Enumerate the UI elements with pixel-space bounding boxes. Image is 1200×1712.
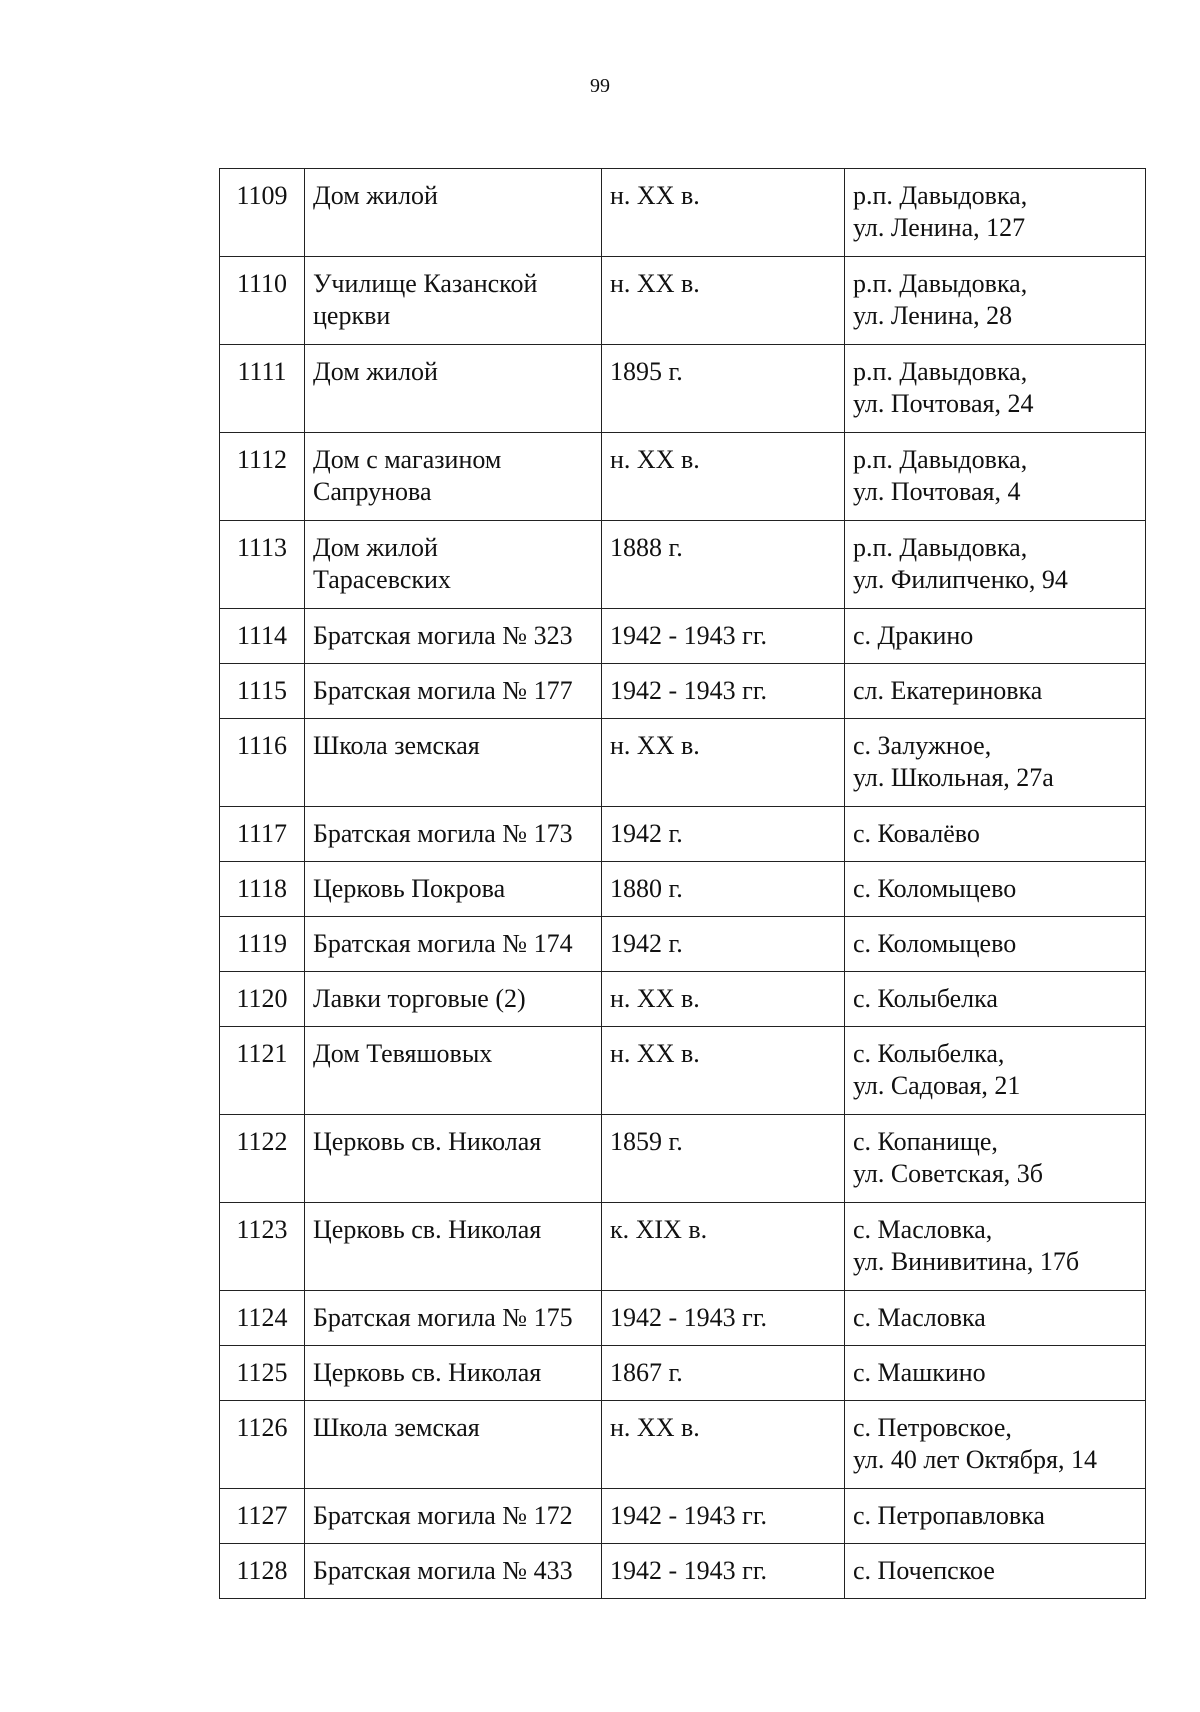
- row-number: 1122: [220, 1115, 305, 1203]
- object-date: н. XX в.: [602, 169, 845, 257]
- object-date: н. XX в.: [602, 1401, 845, 1489]
- object-date: н. XX в.: [602, 433, 845, 521]
- object-date: 1942 г.: [602, 807, 845, 862]
- row-number: 1128: [220, 1544, 305, 1599]
- table-row: [220, 1203, 1146, 1291]
- row-number: 1120: [220, 972, 305, 1027]
- row-number: 1121: [220, 1027, 305, 1115]
- row-number: 1118: [220, 862, 305, 917]
- table-row: [220, 719, 1146, 807]
- object-name: Дом жилой Тарасевских: [305, 521, 602, 609]
- table-row: [220, 1115, 1146, 1203]
- row-number: 1109: [220, 169, 305, 257]
- table-row: [220, 917, 1146, 972]
- object-address: с. Дракино: [845, 609, 1146, 664]
- object-address: р.п. Давыдовка, ул. Почтовая, 24: [845, 345, 1146, 433]
- object-date: 1942 - 1943 гг.: [602, 1291, 845, 1346]
- row-number: 1114: [220, 609, 305, 664]
- object-address: с. Колыбелка, ул. Садовая, 21: [845, 1027, 1146, 1115]
- object-address: с. Петровское, ул. 40 лет Октября, 14: [845, 1401, 1146, 1489]
- table-row: [220, 664, 1146, 719]
- row-number: 1116: [220, 719, 305, 807]
- object-address: с. Ковалёво: [845, 807, 1146, 862]
- object-date: 1867 г.: [602, 1346, 845, 1401]
- object-name: Дом Тевяшовых: [305, 1027, 602, 1115]
- row-number: 1112: [220, 433, 305, 521]
- table-row: [220, 1291, 1146, 1346]
- object-address: с. Коломыцево: [845, 917, 1146, 972]
- object-date: 1888 г.: [602, 521, 845, 609]
- table-row: [220, 1346, 1146, 1401]
- row-number: 1119: [220, 917, 305, 972]
- object-name: Дом с магазином Сапрунова: [305, 433, 602, 521]
- object-date: 1942 - 1943 гг.: [602, 1489, 845, 1544]
- table-row: [220, 257, 1146, 345]
- object-name: Церковь св. Николая: [305, 1203, 602, 1291]
- object-date: н. XX в.: [602, 719, 845, 807]
- object-name: Школа земская: [305, 719, 602, 807]
- object-address: р.п. Давыдовка, ул. Филипченко, 94: [845, 521, 1146, 609]
- object-date: к. XIX в.: [602, 1203, 845, 1291]
- row-number: 1127: [220, 1489, 305, 1544]
- object-date: 1942 - 1943 гг.: [602, 664, 845, 719]
- object-date: 1942 - 1943 гг.: [602, 609, 845, 664]
- object-address: с. Залужное, ул. Школьная, 27а: [845, 719, 1146, 807]
- object-address: сл. Екатериновка: [845, 664, 1146, 719]
- object-address: р.п. Давыдовка, ул. Ленина, 28: [845, 257, 1146, 345]
- object-name: Училище Казанской церкви: [305, 257, 602, 345]
- row-number: 1124: [220, 1291, 305, 1346]
- row-number: 1125: [220, 1346, 305, 1401]
- object-date: 1895 г.: [602, 345, 845, 433]
- object-date: 1942 г.: [602, 917, 845, 972]
- row-number: 1111: [220, 345, 305, 433]
- object-date: н. XX в.: [602, 1027, 845, 1115]
- table-row: [220, 169, 1146, 257]
- object-address: с. Масловка, ул. Винивитина, 17б: [845, 1203, 1146, 1291]
- object-name: Братская могила № 177: [305, 664, 602, 719]
- object-address: с. Колыбелка: [845, 972, 1146, 1027]
- object-address: с. Коломыцево: [845, 862, 1146, 917]
- table-row: [220, 609, 1146, 664]
- object-name: Братская могила № 174: [305, 917, 602, 972]
- row-number: 1113: [220, 521, 305, 609]
- row-number: 1115: [220, 664, 305, 719]
- object-address: с. Почепское: [845, 1544, 1146, 1599]
- object-date: 1880 г.: [602, 862, 845, 917]
- table-row: [220, 433, 1146, 521]
- row-number: 1110: [220, 257, 305, 345]
- table-row: [220, 862, 1146, 917]
- object-name: Церковь Покрова: [305, 862, 602, 917]
- table-row: [220, 1544, 1146, 1599]
- object-address: р.п. Давыдовка, ул. Почтовая, 4: [845, 433, 1146, 521]
- object-date: 1942 - 1943 гг.: [602, 1544, 845, 1599]
- table-row: [220, 972, 1146, 1027]
- object-address: с. Масловка: [845, 1291, 1146, 1346]
- object-name: Лавки торговые (2): [305, 972, 602, 1027]
- table-row: [220, 1027, 1146, 1115]
- object-name: Дом жилой: [305, 169, 602, 257]
- object-name: Школа земская: [305, 1401, 602, 1489]
- table-row: [220, 1401, 1146, 1489]
- table-row: [220, 1489, 1146, 1544]
- object-address: с. Копанище, ул. Советская, 3б: [845, 1115, 1146, 1203]
- object-date: 1859 г.: [602, 1115, 845, 1203]
- object-date: н. XX в.: [602, 257, 845, 345]
- object-name: Братская могила № 173: [305, 807, 602, 862]
- table-row: [220, 807, 1146, 862]
- page-number: 99: [590, 75, 610, 97]
- object-address: р.п. Давыдовка, ул. Ленина, 127: [845, 169, 1146, 257]
- object-name: Братская могила № 175: [305, 1291, 602, 1346]
- object-name: Церковь св. Николая: [305, 1115, 602, 1203]
- row-number: 1117: [220, 807, 305, 862]
- monuments-table: [219, 168, 1146, 1599]
- row-number: 1123: [220, 1203, 305, 1291]
- object-name: Братская могила № 172: [305, 1489, 602, 1544]
- table-row: [220, 345, 1146, 433]
- row-number: 1126: [220, 1401, 305, 1489]
- table-row: [220, 521, 1146, 609]
- object-name: Церковь св. Николая: [305, 1346, 602, 1401]
- object-date: н. XX в.: [602, 972, 845, 1027]
- object-address: с. Петропавловка: [845, 1489, 1146, 1544]
- object-name: Братская могила № 433: [305, 1544, 602, 1599]
- object-name: Дом жилой: [305, 345, 602, 433]
- object-address: с. Машкино: [845, 1346, 1146, 1401]
- object-name: Братская могила № 323: [305, 609, 602, 664]
